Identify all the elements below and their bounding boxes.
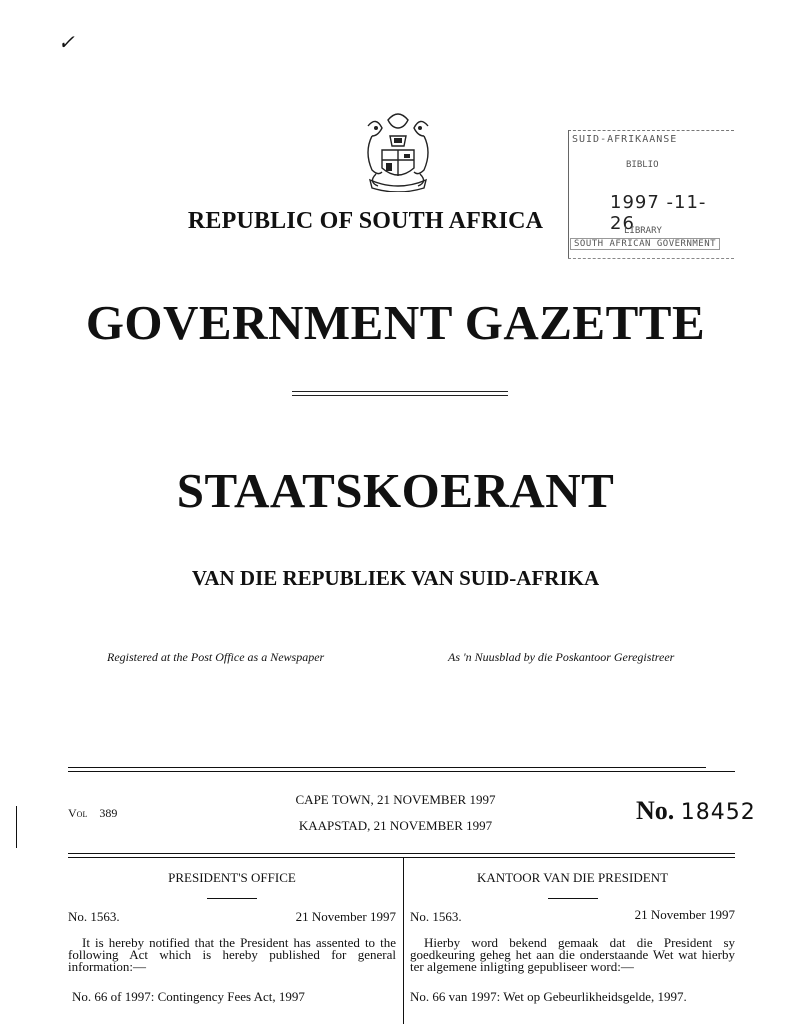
issue-number [636, 796, 756, 826]
check-mark: ✓ [58, 32, 75, 54]
right-heading: KANTOOR VAN DIE PRESIDENT [476, 870, 669, 885]
left-heading-rule [207, 898, 257, 899]
republic-title: REPUBLIC OF SOUTH AFRICA [187, 208, 544, 234]
top-rule-2 [68, 771, 735, 772]
right-heading-rule [548, 898, 598, 899]
volume-number: 389 [99, 806, 118, 820]
republic-title-af: VAN DIE REPUBLIEK VAN SUID-AFRIKA [191, 566, 600, 590]
left-notice-date: 21 November 1997 [295, 909, 396, 924]
stamp-date: 1997 -11- 26 [610, 192, 707, 234]
issue-city-af: KAAPSTAD, 21 NOVEMBER 1997 [298, 818, 493, 833]
column-separator [403, 858, 404, 1024]
coat-of-arms-icon [358, 106, 438, 192]
double-rule [292, 391, 508, 396]
left-notice-number: No. 1563. [68, 909, 120, 924]
left-heading: PRESIDENT'S OFFICE [168, 870, 296, 885]
gazette-title-en: GOVERNMENT GAZETTE [85, 295, 706, 350]
library-stamp [564, 130, 736, 268]
mid-rule-2 [68, 857, 735, 858]
right-notice-date: 21 November 1997 [634, 907, 735, 922]
stamp-line-2: BIBLIO [626, 160, 659, 170]
mid-rule-1 [68, 853, 735, 854]
left-notice-text: It is hereby notified that the President has assented to the following Act which is hereby published for general information:— [68, 935, 396, 974]
stamp-line-4: SOUTH AFRICAN GOVERNMENT [570, 238, 720, 250]
volume-label: Vol [68, 806, 88, 820]
stamp-line-1: SUID-AFRIKAANSE [572, 134, 678, 145]
right-notice-text: Hierby word bekend gemaak dat die President sy goedkeuring geheg het aan die onderstaande Wet wat hierby ter algemene inligting gepubliseer word:— [410, 935, 735, 974]
registered-af: As 'n Nuusblad by die Poskantoor Geregistreer [448, 650, 675, 664]
issue-city-en: CAPE TOWN, 21 NOVEMBER 1997 [295, 792, 496, 807]
left-act-title: No. 66 of 1997: Contingency Fees Act, 1997 [72, 989, 305, 1004]
registered-en: Registered at the Post Office as a Newspaper [107, 650, 325, 664]
stamp-line-3: LIBRARY [624, 226, 662, 236]
top-rule-1 [68, 767, 706, 768]
right-notice-number: No. 1563. [410, 909, 462, 924]
issue-number-label: No. [636, 796, 675, 825]
gazette-title-af: STAATSKOERANT [176, 463, 615, 518]
right-act-title: No. 66 van 1997: Wet op Gebeurlikheidsgelde, 1997. [410, 989, 687, 1004]
issue-number-value: 18452 [680, 800, 756, 825]
